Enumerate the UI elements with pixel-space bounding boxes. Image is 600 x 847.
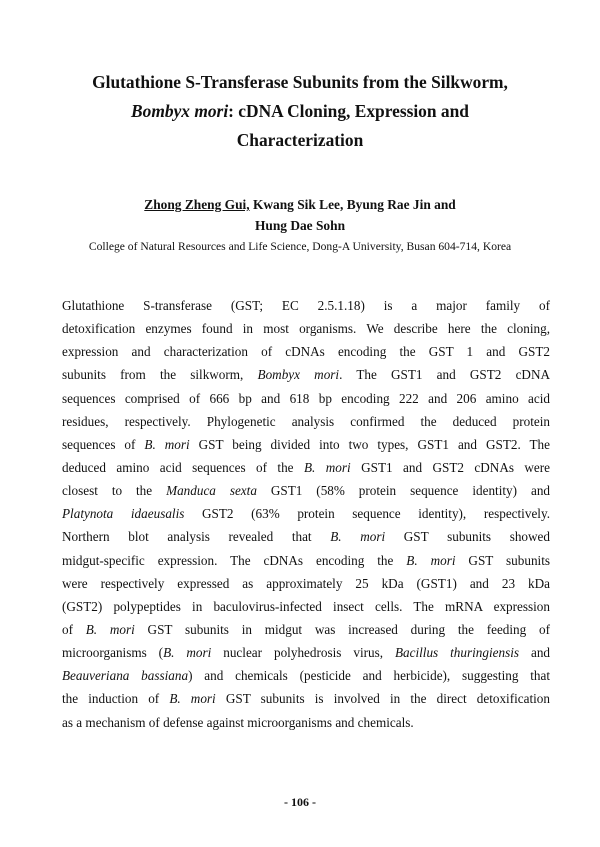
abstract-line [62,363,550,386]
abstract-body [62,294,550,734]
abstract-italic-term: B. mori [144,436,190,452]
author-list [40,194,560,236]
abstract-line [62,410,550,433]
abstract-line [62,525,550,548]
abstract-line [62,294,550,317]
title-line-1: Glutathione S-Transferase Subunits from the Silkworm, [92,72,508,92]
abstract-text: Northern blot analysis revealed that [62,529,331,545]
abstract-text: sequences comprised of 666 bp and 618 bp encoding 222 and 206 amino acid [62,390,550,406]
abstract-line [62,618,550,641]
abstract-line [62,711,550,734]
abstract-text: GST2 (63% protein sequence identity), respectively. [184,506,550,522]
abstract-text: GST subunits is involved in the direct detoxification [215,691,550,707]
abstract-text: microorganisms ( [62,645,164,661]
abstract-italic-term: Beauveriana bassiana [62,668,189,684]
abstract-text: and [519,645,551,661]
abstract-text: residues, respectively. Phylogenetic analysis confirmed the deduced protein [62,413,550,429]
abstract-italic-term: B. mori [163,645,212,661]
abstract-italic-term: B. mori [303,459,351,475]
abstract-text: GST subunits in midgut was increased during the feeding of [134,621,550,637]
abstract-text: GST1 and GST2 cDNAs were [350,459,551,475]
title-line-2: : cDNA Cloning, Expression and [228,101,469,121]
co-authors: Kwang Sik Lee, Byung Rae Jin and [249,197,456,212]
abstract-text: deduced amino acid sequences of the [62,459,304,475]
title-line-3: Characterization [236,130,364,150]
abstract-text: ) and chemicals (pesticide and herbicide), suggesting that [188,668,550,684]
abstract-text: expression and characterization of cDNAs encoding the GST 1 and GST2 [62,344,550,360]
affiliation: College of Natural Resources and Life Science, Dong-A University, Busan 604-714, Korea [88,240,512,253]
abstract-text: nuclear polyhedrosis virus, [211,645,395,661]
abstract-italic-term: Bacillus thuringiensis [394,645,520,661]
abstract-line [62,549,550,572]
abstract-text: Glutathione S-transferase (GST; EC 2.5.1.18) is a major family of [62,298,550,313]
abstract-line [62,317,550,340]
abstract-text: sequences of [62,436,145,452]
abstract-italic-term: B. mori [169,691,216,707]
abstract-text: . The GST1 and GST2 cDNA [339,367,550,383]
abstract-italic-term: Bombyx mori [257,367,340,383]
abstract-line [62,456,550,479]
abstract-italic-term: Manduca sexta [166,483,257,499]
abstract-italic-term: Platynota idaeusalis [62,506,185,522]
abstract-text: midgut-specific expression. The cDNAs encoding the [62,552,407,568]
abstract-text: subunits from the silkworm, [62,367,258,383]
paper-title [40,68,560,155]
abstract-italic-term: B. mori [85,621,135,637]
abstract-text: GST subunits showed [385,529,550,545]
abstract-line [62,433,550,456]
abstract-line [62,641,550,664]
presenting-author: Zhong Zheng Gui, [144,197,250,212]
abstract-line [62,502,550,525]
abstract-italic-term: B. mori [330,529,386,545]
page-number: - 106 - [284,795,316,809]
abstract-text: GST1 (58% protein sequence identity) and [256,483,551,499]
abstract-line [62,595,550,618]
abstract-text: GST being divided into two types, GST1 and GST2. The [189,436,551,452]
co-authors-line-2: Hung Dae Sohn [254,218,346,233]
abstract-line [62,387,550,410]
title-species-name: Bombyx mori [131,101,229,121]
abstract-text: (GST2) polypeptides in baculovirus-infected insect cells. The mRNA expression [62,598,550,614]
abstract-line [62,664,550,687]
abstract-line [62,687,550,710]
abstract-text: detoxification enzymes found in most organisms. We describe here the cloning, [62,321,550,337]
abstract-text: GST subunits [455,552,550,568]
abstract-text: of [62,621,86,637]
abstract-italic-term: B. mori [406,552,456,568]
abstract-text: as a mechanism of defense against microorganisms and chemicals. [62,714,414,730]
abstract-text: the induction of [62,691,170,707]
abstract-line [62,340,550,363]
abstract-text: closest to the [62,483,167,499]
abstract-line [62,572,550,595]
abstract-line [62,479,550,502]
abstract-text: were respectively expressed as approximately 25 kDa (GST1) and 23 kDa [62,575,550,591]
